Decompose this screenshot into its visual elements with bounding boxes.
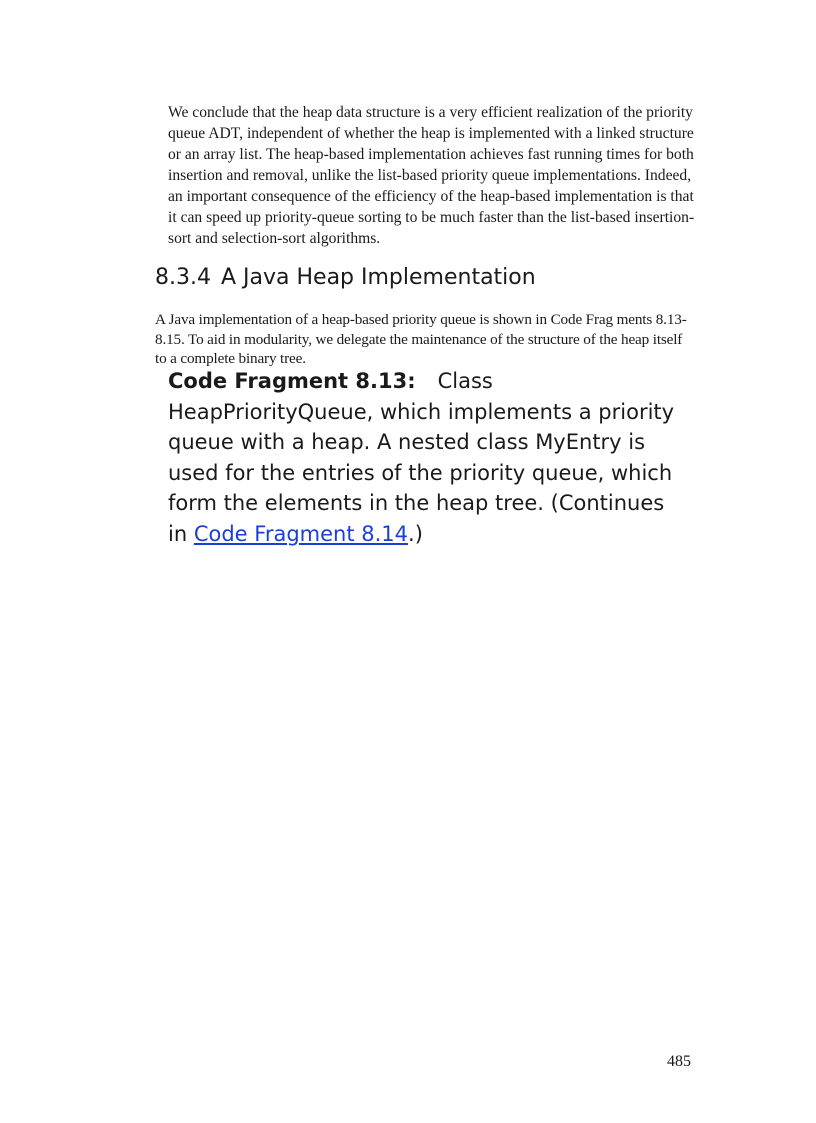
caption-text: Class HeapPriorityQueue, which implements a priority queue with a heap. A nested class MyEntry is used for the entries of the priority queue, which form the elements in the heap tree. (Continues in	[168, 369, 675, 546]
section-title: A Java Heap Implementation	[220, 265, 536, 290]
code-fragment-caption	[168, 366, 688, 549]
body-paragraph: A Java implementation of a heap-based priority queue is shown in Code Frag ments 8.13-8.15. To aid in modularity, we delegate the maintenance of the structure of the heap itself to a complete binary tree.	[155, 311, 687, 367]
intro-paragraph: We conclude that the heap data structure is a very efficient realization of the priority queue ADT, independent of whether the heap is implemented with a linked structure or an array list. The heap-based implementation achieves fast running times for both insertion and removal, unlike the list-based priority queue implementations. Indeed, an important consequence of the efficiency of the heap-based implementation is that it can speed up priority-queue sorting to be much faster than the list-based insertion-sort and selection-sort algorithms.	[168, 104, 695, 247]
caption-label: Code Fragment 8.13:	[168, 369, 416, 393]
caption-suffix: .)	[408, 521, 423, 546]
section-number: 8.3.4	[155, 265, 211, 290]
code-fragment-link[interactable]: Code Fragment 8.14	[193, 521, 409, 546]
page-number: 485	[667, 1053, 691, 1070]
section-heading	[155, 264, 536, 292]
